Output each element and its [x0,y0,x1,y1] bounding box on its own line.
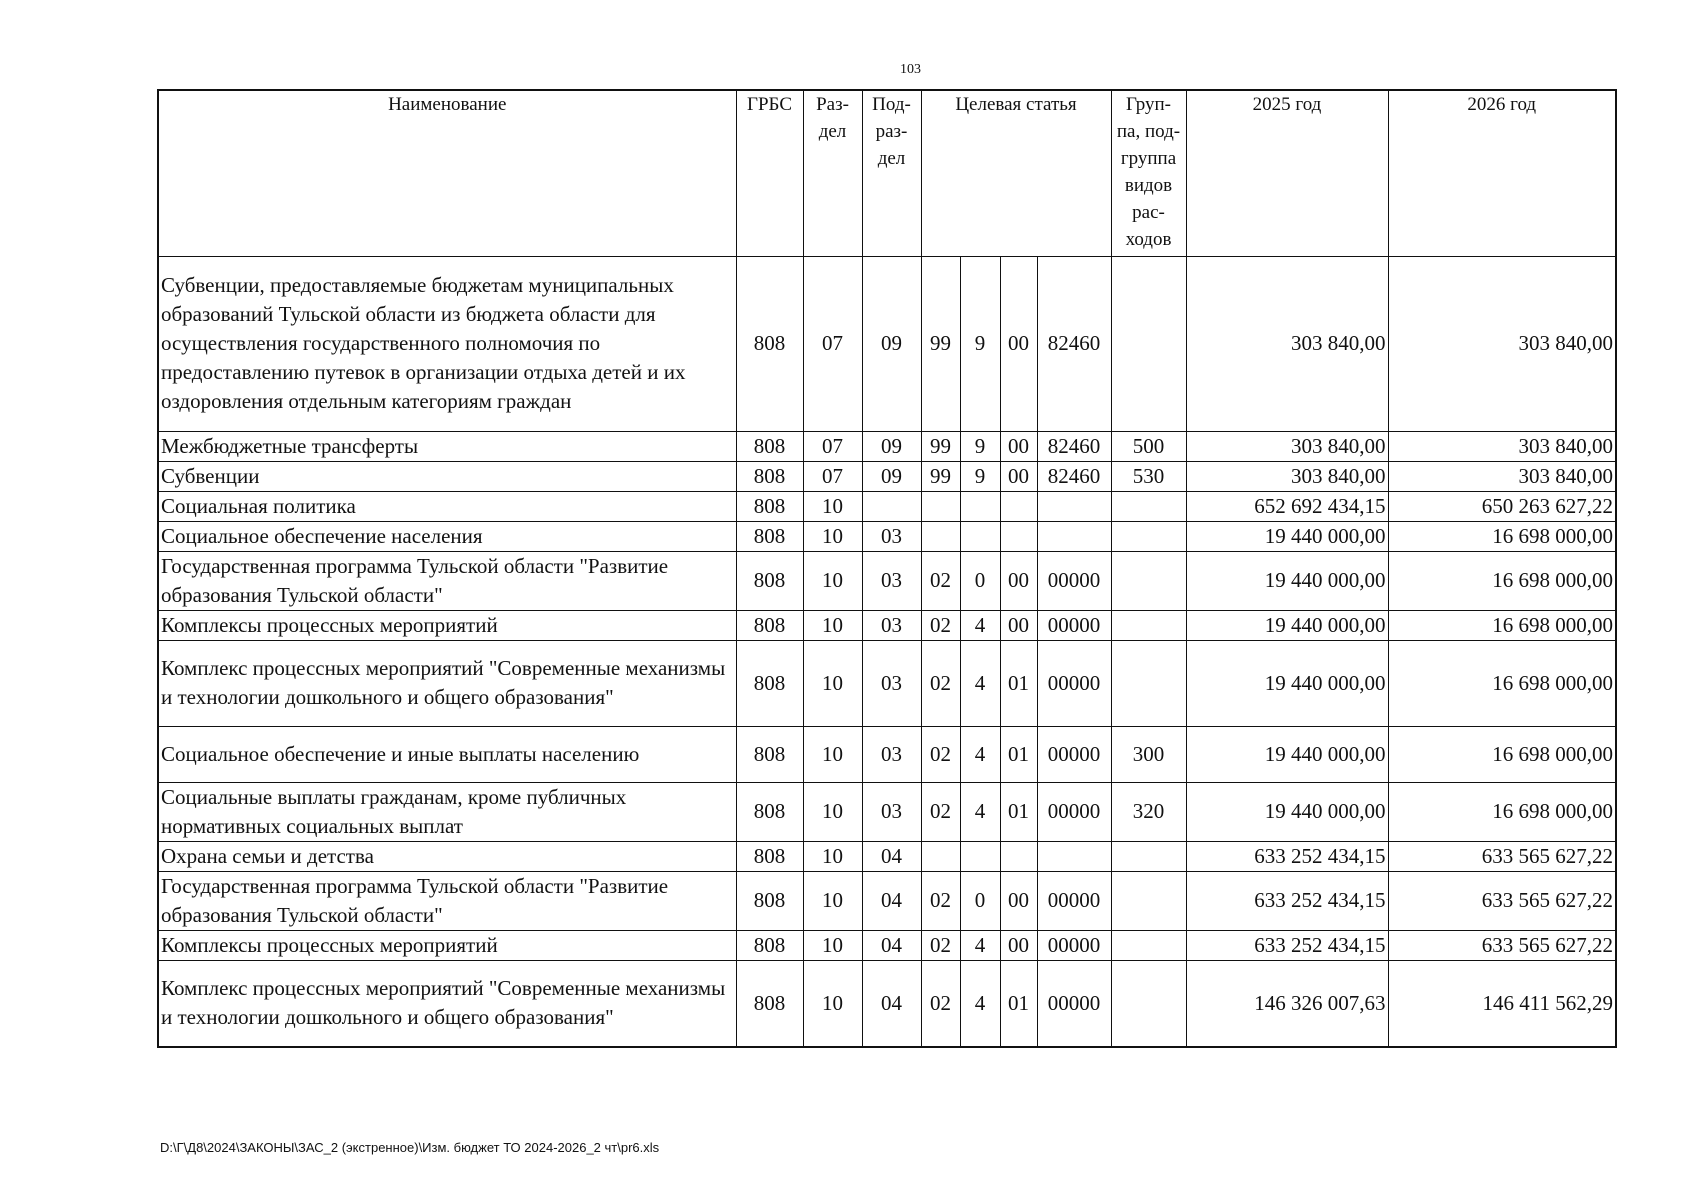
row-name: Межбюджетные трансферты [158,431,736,461]
row-amount-2025: 303 840,00 [1186,256,1388,431]
row-target-type [960,491,1000,521]
row-razdel: 10 [803,871,862,930]
row-grbs: 808 [736,491,803,521]
row-target-direction: 00000 [1037,782,1111,841]
row-name: Социальное обеспечение населения [158,521,736,551]
header-year-2025: 2025 год [1186,90,1388,256]
row-podrazdel: 03 [862,521,921,551]
row-amount-2025: 19 440 000,00 [1186,610,1388,640]
row-target-subtype: 01 [1000,726,1037,782]
row-expense-group [1111,960,1186,1047]
row-target-subtype [1000,521,1037,551]
row-target-type [960,841,1000,871]
row-target-program: 02 [921,871,960,930]
header-target-article: Целевая статья [921,90,1111,256]
table-row [158,521,1616,551]
row-target-direction: 82460 [1037,431,1111,461]
row-expense-group [1111,610,1186,640]
row-grbs: 808 [736,960,803,1047]
row-target-direction: 00000 [1037,551,1111,610]
row-amount-2026: 633 565 627,22 [1388,871,1616,930]
row-amount-2026: 16 698 000,00 [1388,726,1616,782]
row-target-program: 99 [921,461,960,491]
row-expense-group: 500 [1111,431,1186,461]
row-target-subtype: 00 [1000,461,1037,491]
row-amount-2025: 303 840,00 [1186,461,1388,491]
row-podrazdel: 09 [862,461,921,491]
row-razdel: 10 [803,610,862,640]
row-target-program [921,491,960,521]
row-target-subtype: 01 [1000,640,1037,726]
row-podrazdel: 09 [862,256,921,431]
table-row [158,491,1616,521]
table-row [158,871,1616,930]
row-target-program: 02 [921,782,960,841]
table-row [158,930,1616,960]
row-amount-2025: 146 326 007,63 [1186,960,1388,1047]
row-target-type: 4 [960,726,1000,782]
header-year-2026: 2026 год [1388,90,1616,256]
table-row [158,726,1616,782]
row-amount-2025: 303 840,00 [1186,431,1388,461]
row-name: Комплексы процессных мероприятий [158,930,736,960]
row-target-direction: 00000 [1037,610,1111,640]
row-razdel: 10 [803,521,862,551]
row-grbs: 808 [736,726,803,782]
row-target-type: 9 [960,256,1000,431]
row-target-program: 02 [921,640,960,726]
row-amount-2025: 19 440 000,00 [1186,782,1388,841]
row-amount-2025: 19 440 000,00 [1186,551,1388,610]
row-target-subtype [1000,841,1037,871]
row-amount-2026: 16 698 000,00 [1388,782,1616,841]
row-target-subtype: 00 [1000,431,1037,461]
table-row [158,841,1616,871]
row-target-program: 02 [921,960,960,1047]
row-target-subtype: 00 [1000,871,1037,930]
row-amount-2026: 303 840,00 [1388,431,1616,461]
row-expense-group [1111,551,1186,610]
row-target-program: 02 [921,610,960,640]
page-number: 103 [900,62,921,77]
row-podrazdel: 04 [862,841,921,871]
row-target-type: 0 [960,871,1000,930]
row-target-type: 0 [960,551,1000,610]
row-name: Комплекс процессных мероприятий "Современные механизмы и технологии дошкольного и общего образования" [158,640,736,726]
row-amount-2026: 16 698 000,00 [1388,521,1616,551]
row-amount-2026: 16 698 000,00 [1388,551,1616,610]
row-podrazdel: 04 [862,871,921,930]
row-name: Социальные выплаты гражданам, кроме публичных нормативных социальных выплат [158,782,736,841]
row-target-type: 9 [960,431,1000,461]
row-target-direction: 00000 [1037,726,1111,782]
table-row [158,610,1616,640]
row-target-type: 4 [960,782,1000,841]
row-target-type: 4 [960,640,1000,726]
row-amount-2026: 16 698 000,00 [1388,610,1616,640]
row-target-subtype: 00 [1000,256,1037,431]
row-name: Государственная программа Тульской области "Развитие образования Тульской области" [158,871,736,930]
table-row [158,431,1616,461]
row-amount-2025: 633 252 434,15 [1186,841,1388,871]
row-target-direction: 82460 [1037,256,1111,431]
row-grbs: 808 [736,930,803,960]
row-expense-group [1111,640,1186,726]
row-target-program: 99 [921,256,960,431]
row-amount-2025: 19 440 000,00 [1186,521,1388,551]
row-target-subtype: 01 [1000,782,1037,841]
row-name: Субвенции, предоставляемые бюджетам муниципальных образований Тульской области из бюджета области для осуществления государственного полномочия по предоставлению путевок в организации отдыха детей и их оздоровления отдельным категориям граждан [158,256,736,431]
row-target-direction: 00000 [1037,871,1111,930]
row-name: Комплексы процессных мероприятий [158,610,736,640]
row-amount-2025: 633 252 434,15 [1186,930,1388,960]
row-grbs: 808 [736,841,803,871]
row-amount-2025: 652 692 434,15 [1186,491,1388,521]
row-amount-2026: 146 411 562,29 [1388,960,1616,1047]
row-razdel: 07 [803,461,862,491]
header-razdel: Раз- дел [803,90,862,256]
row-podrazdel: 04 [862,960,921,1047]
row-target-subtype: 00 [1000,610,1037,640]
row-grbs: 808 [736,256,803,431]
row-podrazdel: 03 [862,610,921,640]
row-target-direction: 00000 [1037,960,1111,1047]
row-expense-group: 300 [1111,726,1186,782]
row-amount-2026: 633 565 627,22 [1388,841,1616,871]
row-amount-2026: 650 263 627,22 [1388,491,1616,521]
row-razdel: 10 [803,930,862,960]
row-expense-group [1111,521,1186,551]
table-row [158,461,1616,491]
row-target-type: 4 [960,610,1000,640]
row-name: Субвенции [158,461,736,491]
row-expense-group [1111,491,1186,521]
row-target-direction: 00000 [1037,640,1111,726]
table-row [158,640,1616,726]
row-razdel: 10 [803,726,862,782]
row-grbs: 808 [736,871,803,930]
file-path-footer: D:\Г\Д8\2024\ЗАКОНЫ\ЗАС_2 (экстренное)\Изм. бюджет ТО 2024-2026_2 чт\pr6.xls [160,1140,660,1155]
row-razdel: 10 [803,640,862,726]
row-target-direction [1037,521,1111,551]
row-grbs: 808 [736,461,803,491]
row-podrazdel: 03 [862,726,921,782]
row-target-program: 99 [921,431,960,461]
table-row [158,256,1616,431]
row-expense-group [1111,871,1186,930]
row-razdel: 07 [803,256,862,431]
row-amount-2025: 633 252 434,15 [1186,871,1388,930]
row-amount-2025: 19 440 000,00 [1186,726,1388,782]
row-podrazdel: 09 [862,431,921,461]
row-target-subtype: 01 [1000,960,1037,1047]
row-expense-group [1111,841,1186,871]
row-amount-2026: 303 840,00 [1388,256,1616,431]
row-grbs: 808 [736,610,803,640]
table-row [158,782,1616,841]
row-target-direction: 00000 [1037,930,1111,960]
row-target-program [921,841,960,871]
row-razdel: 10 [803,551,862,610]
row-amount-2026: 16 698 000,00 [1388,640,1616,726]
row-podrazdel: 03 [862,782,921,841]
row-podrazdel: 04 [862,930,921,960]
row-podrazdel [862,491,921,521]
row-target-program: 02 [921,930,960,960]
row-razdel: 10 [803,491,862,521]
row-grbs: 808 [736,431,803,461]
row-name: Социальная политика [158,491,736,521]
table-row [158,551,1616,610]
row-name: Социальное обеспечение и иные выплаты населению [158,726,736,782]
row-razdel: 10 [803,841,862,871]
row-target-type: 4 [960,930,1000,960]
row-name: Охрана семьи и детства [158,841,736,871]
row-target-program: 02 [921,551,960,610]
row-expense-group: 530 [1111,461,1186,491]
row-grbs: 808 [736,521,803,551]
row-name: Комплекс процессных мероприятий "Современные механизмы и технологии дошкольного и общего образования" [158,960,736,1047]
row-target-type [960,521,1000,551]
row-target-type: 4 [960,960,1000,1047]
budget-table [157,89,1617,1048]
row-grbs: 808 [736,640,803,726]
table-header-row [158,90,1616,256]
row-target-subtype: 00 [1000,930,1037,960]
row-target-program: 02 [921,726,960,782]
row-grbs: 808 [736,551,803,610]
row-podrazdel: 03 [862,640,921,726]
row-grbs: 808 [736,782,803,841]
row-target-subtype [1000,491,1037,521]
row-target-direction [1037,491,1111,521]
row-target-program [921,521,960,551]
row-podrazdel: 03 [862,551,921,610]
row-amount-2025: 19 440 000,00 [1186,640,1388,726]
row-razdel: 10 [803,960,862,1047]
header-expense-group: Груп- па, под- группа видов рас- ходов [1111,90,1186,256]
row-name: Государственная программа Тульской области "Развитие образования Тульской области" [158,551,736,610]
row-amount-2026: 303 840,00 [1388,461,1616,491]
row-target-direction [1037,841,1111,871]
row-target-direction: 82460 [1037,461,1111,491]
table-row [158,960,1616,1047]
row-expense-group: 320 [1111,782,1186,841]
row-expense-group [1111,256,1186,431]
header-name: Наименование [158,90,736,256]
row-target-subtype: 00 [1000,551,1037,610]
row-amount-2026: 633 565 627,22 [1388,930,1616,960]
row-target-type: 9 [960,461,1000,491]
header-podrazdel: Под- раз- дел [862,90,921,256]
row-razdel: 07 [803,431,862,461]
row-razdel: 10 [803,782,862,841]
row-expense-group [1111,930,1186,960]
header-grbs: ГРБС [736,90,803,256]
